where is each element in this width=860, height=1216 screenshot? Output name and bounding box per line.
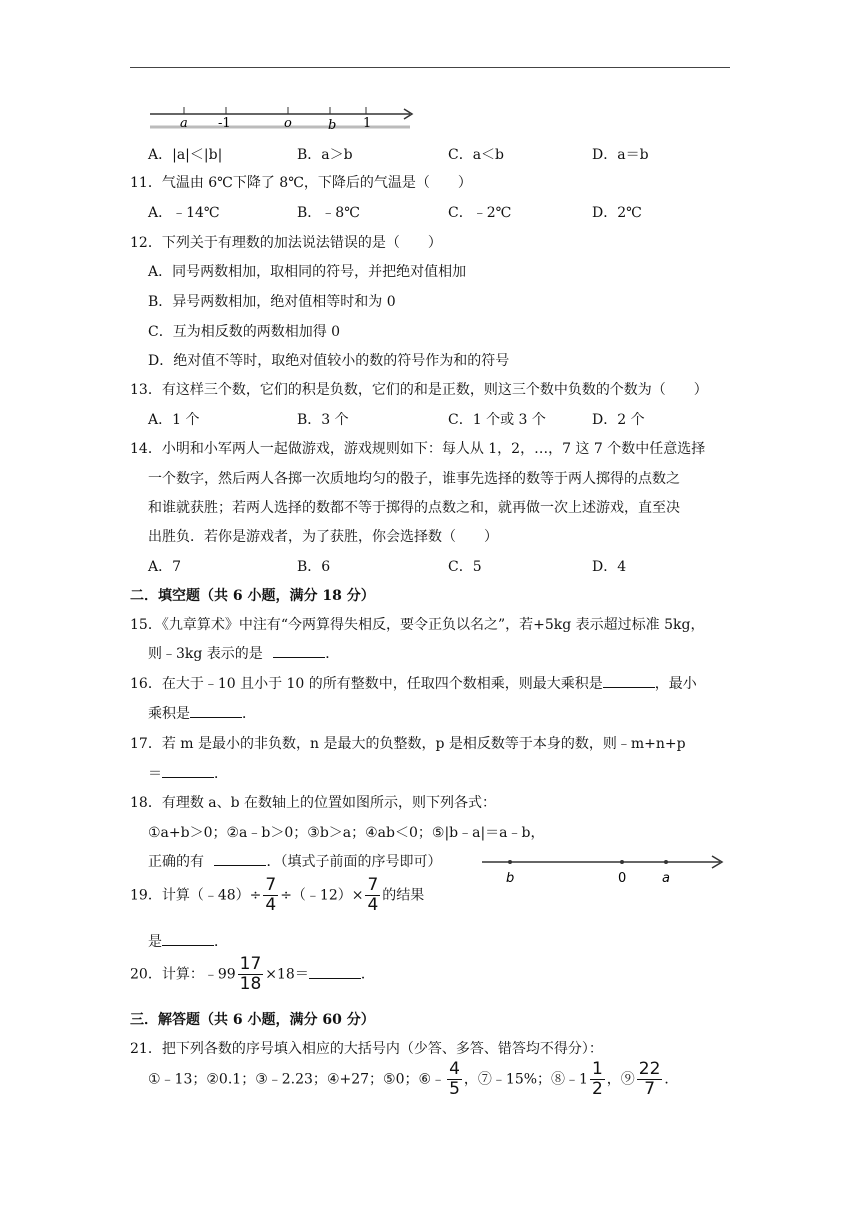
q19-blank[interactable] [162,944,214,946]
q14-option-a: A．7 [148,559,182,575]
q13-option-b: B．3 个 [297,412,349,428]
q20-prefix: 20．计算：﹣99 [130,966,236,983]
q13-option-d: D．2 个 [592,412,645,428]
q21-item-4: ④+27； [326,1071,384,1088]
q10-option-b: B．a＞b [297,147,353,163]
q16-blank-min[interactable] [190,716,242,718]
q16-text-a: 16．在大于﹣10 且小于 10 的所有整数中，任取四个数相乘，则最大乘积是 [130,676,603,692]
label-1: 1 [363,116,372,130]
q18-point-a [664,860,668,864]
q16-text-c: 乘积是 [148,706,190,722]
q21-item-5: ⑤0； [383,1071,419,1088]
q12-option-b: B．异号两数相加，绝对值相等时和为 0 [148,294,396,310]
q17-blank[interactable] [162,776,214,778]
q14-option-c: C．5 [448,559,482,575]
q19-line-2 [148,931,228,951]
q19-fraction-2: $\frac{7}{4}$ [367,875,379,915]
q21-items [148,1060,678,1099]
q14-line-1: 14．小明和小军两人一起做游戏，游戏规则如下：每人从 1，2，…，7 这 7 个数中任意选择 [130,441,706,457]
q21-item-7: ，⑦﹣15%； [463,1071,552,1088]
q16-text-b: ，最小 [654,676,697,692]
q21-fraction-8: $\frac{1}{2}$ [591,1059,603,1099]
q12-stem: 12．下列关于有理数的加法说法错误的是（ ） [130,235,442,251]
q21-item-9: ，⑨ [606,1071,635,1088]
q13-stem: 13．有这样三个数，它们的积是负数，它们的和是正数，则这三个数中负数的个数为（ ） [130,382,708,398]
q12-option-c: C．互为相反数的两数相加得 0 [148,324,341,340]
q18-label-0: 0 [618,871,627,884]
q20-fraction: $\frac{17}{18}$ [239,954,262,994]
label-a: a [180,116,188,130]
q14-line-2: 一个数字，然后两人各掷一次质地均匀的骰子，谁事先选择的数等于两人掷得的点数之 [148,471,680,487]
q19-fraction-1: $\frac{7}{4}$ [265,875,277,915]
q18-point-0 [620,860,624,864]
q14-line-3: 和谁就获胜；若两人选择的数都不等于掷得的点数之和，就再做一次上述游戏，直至决 [148,500,680,516]
q14-line-4: 出胜负．若你是游戏者，为了获胜，你会选择数（ ） [148,529,498,545]
q21-fraction-9: $\frac{22}{7}$ [638,1059,661,1099]
q20-blank[interactable] [309,977,361,979]
q15-blank[interactable] [273,656,325,658]
q19-mid: ÷（﹣12）× [280,887,364,904]
q13-option-c: C．1 个或 3 个 [448,412,546,428]
number-line-figure-q18 [478,848,728,884]
q18-label-a: a [662,871,670,884]
q18-text-b: ．（填式子前面的序号即可） [266,854,442,870]
q15-text: 则﹣3kg 表示的是 [148,646,263,662]
q21-item-3: ③﹣2.23； [255,1071,327,1088]
q11-option-b: B．﹣8℃ [297,205,360,221]
q21-item-8: ⑧﹣1 [551,1071,588,1088]
q21-item-1: ①﹣13； [148,1071,207,1088]
section-2-heading: 二．填空题（共 6 小题，满分 18 分） [130,588,375,604]
q12-option-a: A．同号两数相加，取相同的符号，并把绝对值相加 [148,264,467,280]
q10-option-c: C．a＜b [448,147,505,163]
q17-line-2 [148,763,228,783]
q18-blank[interactable] [214,864,266,866]
label-neg1: -1 [218,116,231,130]
q20-suffix: ×18＝ [265,966,309,983]
q18-line-3 [148,851,441,871]
q17-eq: ＝ [148,766,162,782]
number-line-figure-q10 [148,100,420,130]
q15-line-1: 15．《九章算术》中注有“今两算得失相反，要令正负以名之”，若+5kg 表示超过标准 5kg， [130,617,705,633]
q15-period: ． [325,646,340,662]
q14-option-d: D．4 [592,559,627,575]
q11-option-d: D．2℃ [592,205,642,221]
q11-option-c: C．﹣2℃ [448,205,512,221]
q16-blank-max[interactable] [603,686,655,688]
q18-line-2: ①a+b＞0；②a﹣b＞0；③b＞a；④ab＜0；⑤|b﹣a|＝a﹣b， [148,825,545,841]
q20-line [130,955,375,994]
q15-line-2 [148,643,339,663]
q19-line-1 [130,876,424,915]
q21-item-6: ⑥﹣ [418,1071,446,1088]
q16-line-1 [130,673,697,693]
q18-text-a: 正确的有 [148,854,204,870]
q11-stem: 11．气温由 6℃下降了 8℃，下降后的气温是（ ） [130,175,472,191]
q10-option-d: D．a＝b [592,147,649,163]
q21-end-period: ． [664,1071,679,1088]
label-b: b [328,118,337,130]
q18-line-1: 18．有理数 a、b 在数轴上的位置如图所示，则下列各式： [130,795,497,811]
header-rule [130,67,730,68]
q18-point-b [508,860,512,864]
label-o: o [284,116,292,130]
q18-label-b: b [506,871,515,884]
q21-item-2: ②0.1； [206,1071,256,1088]
q19-is: 是 [148,934,162,950]
q17-line-1: 17．若 m 是最小的非负数，n 是最大的负整数，p 是相反数等于本身的数，则﹣m+n+p [130,736,686,752]
q20-period: ． [360,966,375,983]
q13-option-a: A．1 个 [148,412,200,428]
q16-period: ． [242,706,256,722]
q12-option-d: D．绝对值不等时，取绝对值较小的数的符号作为和的符号 [148,353,510,369]
q19-suffix: 的结果 [382,887,425,904]
q21-fraction-6: $\frac{4}{5}$ [449,1059,460,1099]
q19-period: ． [214,934,228,950]
q11-option-a: A．﹣14℃ [148,205,220,221]
q21-stem: 21．把下列各数的序号填入相应的大括号内（少答、多答、错答均不得分）： [130,1041,603,1057]
q14-option-b: B．6 [297,559,331,575]
q16-line-2 [148,703,256,723]
q17-period: ． [214,766,228,782]
section-3-heading: 三．解答题（共 6 小题，满分 60 分） [130,1012,375,1028]
q19-prefix: 19．计算（﹣48）÷ [130,887,262,904]
q10-option-a: A．|a|＜|b| [148,147,223,163]
